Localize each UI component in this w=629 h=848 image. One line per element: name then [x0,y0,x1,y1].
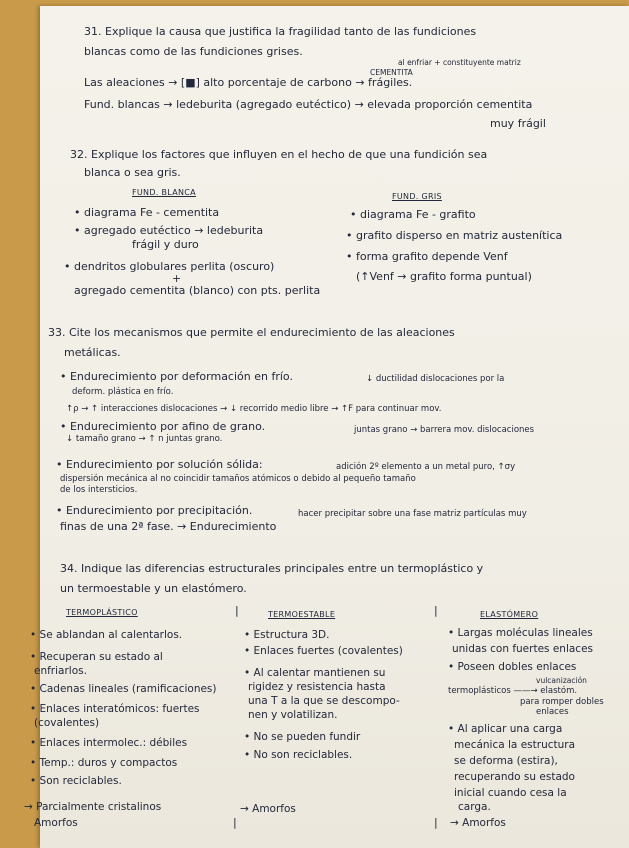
termoplastico-item: Amorfos [34,817,78,829]
termoplastico-item: • Enlaces interatómicos: fuertes [30,703,200,715]
q32-blanca-item: agregado cementita (blanco) con pts. perlita [74,284,321,297]
elastomero-item: • Poseen dobles enlaces [448,661,577,673]
termoestable-item: rigidez y resistencia hasta [248,681,386,693]
elastomero-item: enlaces [536,707,569,717]
elastomero-item: mecánica la estructura [454,739,576,751]
column-divider: | [434,604,438,617]
q32-header-fund-blanca: FUND. BLANCA [132,188,196,197]
q34-title: 34. Indique las diferencias estructurales principales entre un termoplástico y [60,562,484,575]
q31-line-aleaciones: Las aleaciones → [■] alto porcentaje de carbono → frágiles. [84,76,413,89]
q33-mechanism-grain: • Endurecimiento por afino de grano. [60,420,266,433]
termoplastico-item: • Recuperan su estado al [30,651,163,663]
elastomero-item: unidas con fuertes enlaces [452,643,594,655]
elastomero-item: carga. [458,801,491,813]
q33-mechanism-grain-detail: ↓ tamaño grano → ↑ n juntas grano. [66,434,223,444]
termoplastico-item: → Parcialmente cristalinos [24,801,162,813]
q33-mechanism-precipitation: • Endurecimiento por precipitación. [56,504,253,517]
q33-mechanism-grain-note: juntas grano → barrera mov. dislocaciones [354,425,535,435]
q33-mechanism-deformation-note: ↓ ductilidad dislocaciones por la [366,374,505,384]
elastomero-item: inicial cuando cesa la [454,787,567,799]
elastomero-item: se deforma (estira), [454,755,558,767]
elastomero-item: para romper dobles [520,697,604,707]
q33-mechanism-solid-solution-detail: dispersión mecánica al no coincidir tamaños atómicos o debido al pequeño tamaño [60,474,416,484]
termoplastico-item: enfriarlos. [34,665,87,677]
termoestable-item: • Enlaces fuertes (covalentes) [244,645,403,657]
termoestable-item: una T a la que se descompo- [248,695,400,707]
q32-title: 32. Explique los factores que influyen en el hecho de que una fundición sea [70,148,488,161]
termoestable-item: • Al calentar mantienen su [244,667,386,679]
q31-title-cont: blancas como de las fundiciones grises. [84,45,303,58]
q33-mechanism-deformation: • Endurecimiento por deformación en frío. [60,370,293,383]
q33-mechanism-solid-solution-detail-cont: de los intersticios. [60,485,138,495]
termoplastico-item: (covalentes) [34,717,100,729]
q33-mechanism-precipitation-detail: finas de una 2ª fase. → Endurecimiento [60,520,277,533]
termoplastico-item: • Temp.: duros y compactos [30,757,178,769]
elastomero-item: • Al aplicar una carga [448,723,563,735]
termoestable-item: • No son reciclables. [244,749,353,761]
q32-gris-item: • diagrama Fe - grafito [350,208,476,221]
termoestable-item: • Estructura 3D. [244,629,330,641]
termoplastico-item: • Cadenas lineales (ramificaciones) [30,683,217,695]
column-divider: | [235,604,239,617]
elastomero-item: • Largas moléculas lineales [448,627,593,639]
q32-blanca-item: • dendritos globulares perlita (oscuro) [64,260,275,273]
q32-title-cont: blanca o sea gris. [84,166,181,179]
q33-title-cont: metálicas. [64,346,121,359]
q33-mechanism-solid-solution: • Endurecimiento por solución sólida: [56,458,263,471]
elastomero-item: vulcanización [536,676,587,685]
elastomero-item: recuperando su estado [454,771,575,783]
q32-header-fund-gris: FUND. GRIS [392,192,442,201]
q31-title: 31. Explique la causa que justifica la fragilidad tanto de las fundiciones [84,25,477,38]
q33-mechanism-solid-solution-note: adición 2º elemento a un metal puro, ↑σy [336,462,516,472]
termoplastico-item: • Se ablandan al calentarlos. [30,629,183,641]
q32-blanca-item: • diagrama Fe - cementita [74,206,220,219]
termoestable-item: nen y volatilizan. [248,709,338,721]
column-divider: | [434,816,438,829]
termoplastico-item: • Enlaces intermolec.: débiles [30,737,188,749]
q32-blanca-item: + [172,272,182,285]
q34-title-cont: un termoestable y un elastómero. [60,582,247,595]
termoestable-item: • No se pueden fundir [244,731,361,743]
q33-mechanism-precipitation-note: hacer precipitar sobre una fase matriz partículas muy [298,509,527,519]
q34-header-elastomero: ELASTÓMERO [480,610,539,619]
q31-line-muy-fragil: muy frágil [490,117,546,130]
q32-blanca-item: frágil y duro [132,238,199,251]
q33-mechanism-deformation-detail: ↑ρ → ↑ interacciones dislocaciones → ↓ recorrido medio libre → ↑F para continuar mov. [66,404,442,414]
q32-gris-item: • forma grafito depende Venf [346,250,508,263]
termoplastico-item: • Son reciclables. [30,775,122,787]
q32-gris-item: • grafito disperso en matriz austenítica [346,229,563,242]
q34-header-termoplastico: TERMOPLÁSTICO [66,608,138,617]
elastomero-item: termoplásticos ——→ elastóm. [448,686,578,696]
q32-gris-item: (↑Venf → grafito forma puntual) [356,270,532,283]
elastomero-item: → Amorfos [450,817,506,829]
q33-mechanism-deformation-note-cont: deform. plástica en frío. [72,387,174,397]
termoestable-item: → Amorfos [240,803,296,815]
q34-header-termoestable: TERMOESTABLE [268,610,336,619]
q31-line-fund-blancas: Fund. blancas → ledeburita (agregado eutéctico) → elevada proporción cementita [84,98,533,111]
column-divider: | [233,816,237,829]
q32-blanca-item: • agregado eutéctico → ledeburita [74,224,264,237]
q31-note-top: al enfriar + constituyente matriz [398,58,521,67]
q33-title: 33. Cite los mecanismos que permite el endurecimiento de las aleaciones [48,326,455,339]
q31-note-cementita: CEMENTITA [370,68,413,77]
